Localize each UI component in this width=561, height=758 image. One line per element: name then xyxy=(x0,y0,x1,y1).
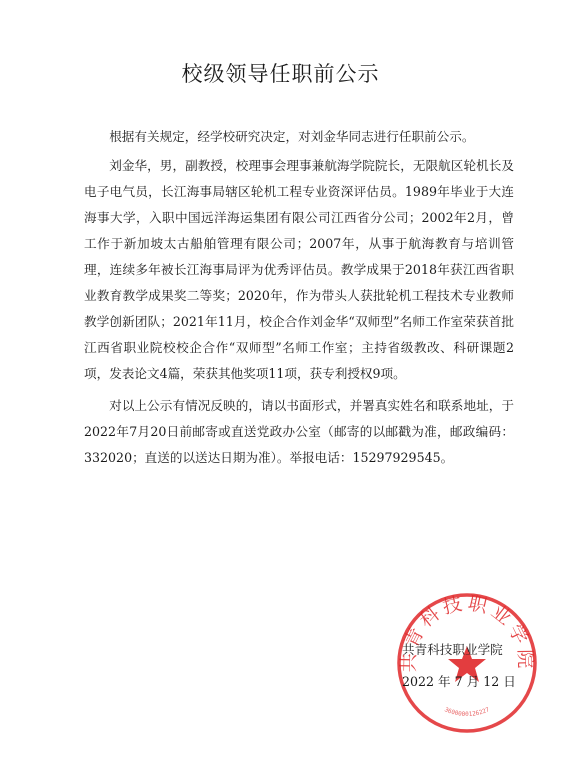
svg-text:3600000126227 xyxy=(443,706,491,718)
document-body xyxy=(84,124,514,471)
document-title: 校级领导任职前公示 xyxy=(181,62,380,86)
seal-serial: 3600000126227 xyxy=(443,706,491,719)
signer-name: 共青科技职业学院 xyxy=(402,642,503,657)
bio-paragraph: 刘金华，男，副教授，校理事会理事兼航海学院院长，无限航区轮机长及电子电气员，长江海事局辖区轮机工程专业资深评估员。1989年毕业于大连海事大学，入职中国远洋海运集团有限公司江西省分公司；2002年2月，曾工作于新加坡太古船舶管理有限公司；2007年，从事于航海教育与培训管理，连续多年被长江海事局评为优秀评估员。教学成果于2018年获江西省职业教育教学成果奖二等奖；2020年，作为带头人获批轮机工程技术专业教师教学创新团队；2021年11月，校企合作刘金华“双师型”名师工作室荣获首批江西省职业院校校企合作“双师型”名师工作室；主持省级教改、科研课题2项，发表论文4篇，荣获其他奖项11项，获专利授权9项。 xyxy=(84,158,514,381)
intro-paragraph: 根据有关规定，经学校研究决定，对刘金华同志进行任职前公示。 xyxy=(109,129,475,144)
signing-date: 2022 年 7 月 12 日 xyxy=(402,674,516,689)
official-seal-icon xyxy=(392,588,542,738)
seal-ring-text: 共青科技职业学院 xyxy=(397,592,537,673)
contact-paragraph: 对以上公示有情况反映的，请以书面形式，并署真实姓名和联系地址，于2022年7月20日前邮寄或直送党政办公室（邮寄的以邮戳为准，邮政编码：332020；直送的以送达日期为准）。举报电话：15297929545。 xyxy=(84,398,514,465)
